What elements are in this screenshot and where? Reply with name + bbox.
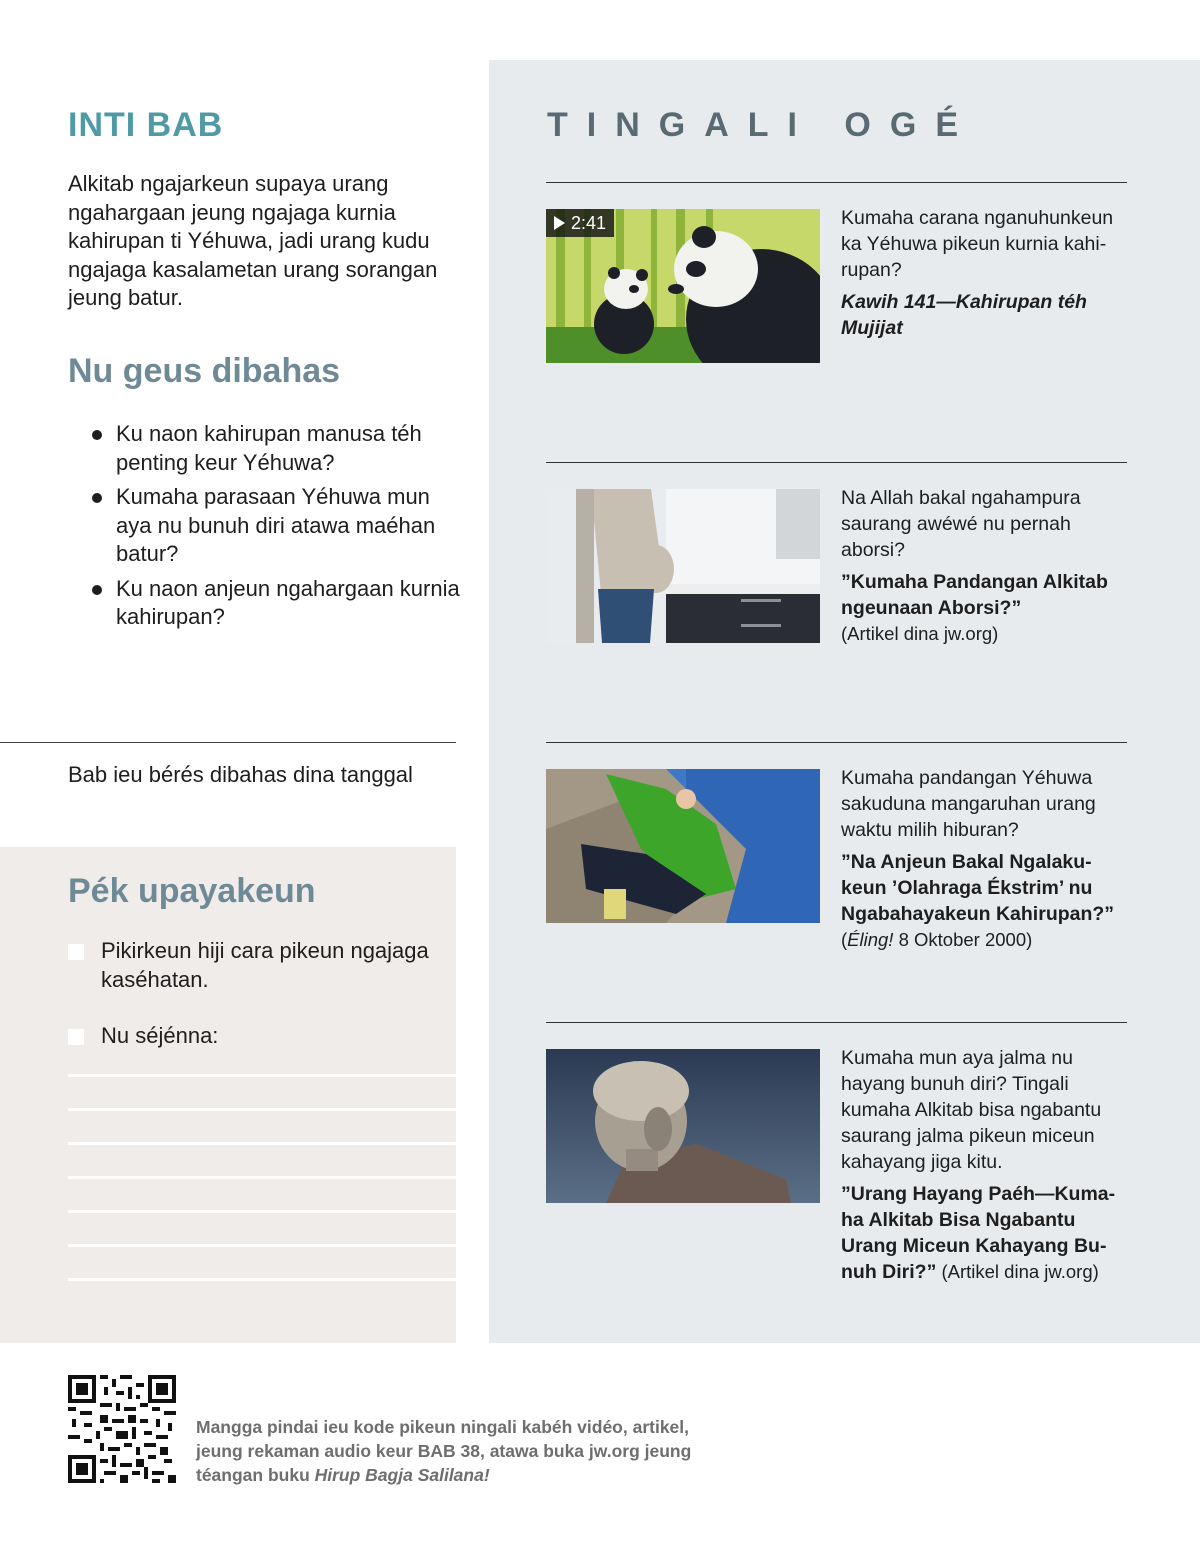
see-also-reference-link[interactable]: Kawih 141—Kahirupan téh Mujijat — [841, 291, 1087, 339]
see-also-title: TINGALI OGÉ — [547, 106, 977, 144]
review-question — [92, 420, 462, 477]
pregnant-woman-photo[interactable] — [546, 489, 820, 643]
bullet-icon — [92, 493, 102, 503]
see-also-source — [841, 927, 1131, 953]
see-also-source: (Artikel dina jw.org) — [841, 623, 999, 644]
writing-line[interactable] — [68, 1074, 456, 1077]
review-question — [92, 575, 462, 632]
chapter-summary-title: INTI BAB — [68, 106, 224, 144]
source-magazine-title: Éling! — [847, 929, 894, 950]
divider — [0, 742, 456, 743]
review-title: Nu geus dibahas — [68, 352, 341, 390]
divider — [546, 462, 1127, 463]
rock-climber-image-icon — [546, 769, 820, 923]
see-also-item — [841, 765, 1131, 953]
review-question — [92, 483, 462, 569]
bullet-icon — [92, 585, 102, 595]
rock-climber-photo[interactable] — [546, 769, 820, 923]
pregnant-woman-image-icon — [546, 489, 820, 643]
divider — [546, 182, 1127, 183]
footer-text: Mangga pindai ieu kode pikeun ningali kabéh vidéo, artikel, jeung rekaman audio keur BAB 38, atawa buka jw.org jeung téangan buku — [196, 1417, 692, 1485]
video-duration-badge — [546, 209, 614, 237]
writing-line[interactable] — [68, 1108, 456, 1111]
see-also-item — [841, 485, 1131, 647]
panda-video-thumbnail[interactable] — [546, 209, 820, 363]
divider — [546, 742, 1127, 743]
goal-item — [68, 1022, 448, 1051]
writing-line[interactable] — [68, 1244, 456, 1247]
see-also-item — [841, 205, 1131, 341]
book-title: Hirup Bagja Salilana! — [314, 1465, 490, 1485]
review-question-text: Ku naon anjeun ngahargaan kurnia kahirupan? — [116, 575, 460, 629]
see-also-reference-link[interactable]: ”Urang Hayang Paéh—Kuma-ha Alkitab Bisa Ngabantu Urang Miceun Kahayang Bu-nuh Diri?” — [841, 1183, 1116, 1283]
goals-box — [0, 847, 456, 1343]
goal-text: Nu séjénna: — [101, 1023, 219, 1048]
sad-man-statue-illustration[interactable] — [546, 1049, 820, 1203]
see-also-reference — [841, 1181, 1131, 1285]
completion-date-label: Bab ieu bérés dibahas dina tanggal — [68, 762, 413, 787]
sad-man-image-icon — [546, 1049, 820, 1203]
goal-checkbox[interactable] — [68, 1029, 84, 1045]
see-also-item — [841, 1045, 1131, 1285]
review-question-list — [92, 420, 462, 638]
see-also-source: (Artikel dina jw.org) — [936, 1261, 1099, 1282]
writing-line[interactable] — [68, 1278, 456, 1281]
see-also-question: Kumaha mun aya jalma nu hayang bunuh diri? Tingali kumaha Alkitab bisa ngabantu saurang jalma pikeun miceun kahayang jiga kitu. — [841, 1047, 1102, 1173]
see-also-question: Kumaha pandangan Yéhuwa sakuduna mangaruhan urang waktu milih hiburan? — [841, 767, 1096, 841]
review-question-text: Ku naon kahirupan manusa téh penting keur Yéhuwa? — [116, 421, 422, 475]
writing-line[interactable] — [68, 1210, 456, 1213]
goal-item — [68, 937, 448, 994]
source-date: 8 Oktober 2000) — [893, 929, 1033, 950]
footer-note — [196, 1415, 736, 1487]
source-paren: ( — [841, 929, 848, 950]
goals-title: Pék upayakeun — [68, 872, 316, 910]
goal-checkbox[interactable] — [68, 944, 84, 960]
writing-line[interactable] — [68, 1176, 456, 1179]
qr-code-icon[interactable] — [68, 1375, 176, 1483]
bullet-icon — [92, 430, 102, 440]
see-also-reference-link[interactable]: ”Na Anjeun Bakal Ngalaku-keun ’Olahraga Ékstrim’ nu Ngabahayakeun Kahirupan?” — [841, 851, 1115, 925]
play-icon — [554, 216, 565, 230]
see-also-question: Na Allah bakal ngahampura saurang awéwé nu pernah aborsi? — [841, 487, 1081, 561]
goal-text: Pikirkeun hiji cara pikeun ngajaga kaséhatan. — [101, 938, 429, 992]
see-also-reference-link[interactable]: ”Kumaha Pandangan Alkitab ngeunaan Aborsi?” — [841, 571, 1108, 619]
writing-line[interactable] — [68, 1142, 456, 1145]
video-duration: 2:41 — [571, 213, 607, 233]
chapter-summary-text: Alkitab ngajarkeun supaya urang ngahargaan jeung ngajaga kurnia kahirupan ti Yéhuwa, jadi urang kudu ngajaga kasalametan urang sorangan jeung batur. — [68, 171, 438, 310]
qr-code-graphic — [68, 1375, 176, 1483]
divider — [546, 1022, 1127, 1023]
see-also-question: Kumaha carana nganuhunkeun ka Yéhuwa pikeun kurnia kahi-rupan? — [841, 207, 1114, 281]
review-question-text: Kumaha parasaan Yéhuwa mun aya nu bunuh diri atawa maéhan batur? — [116, 484, 436, 566]
